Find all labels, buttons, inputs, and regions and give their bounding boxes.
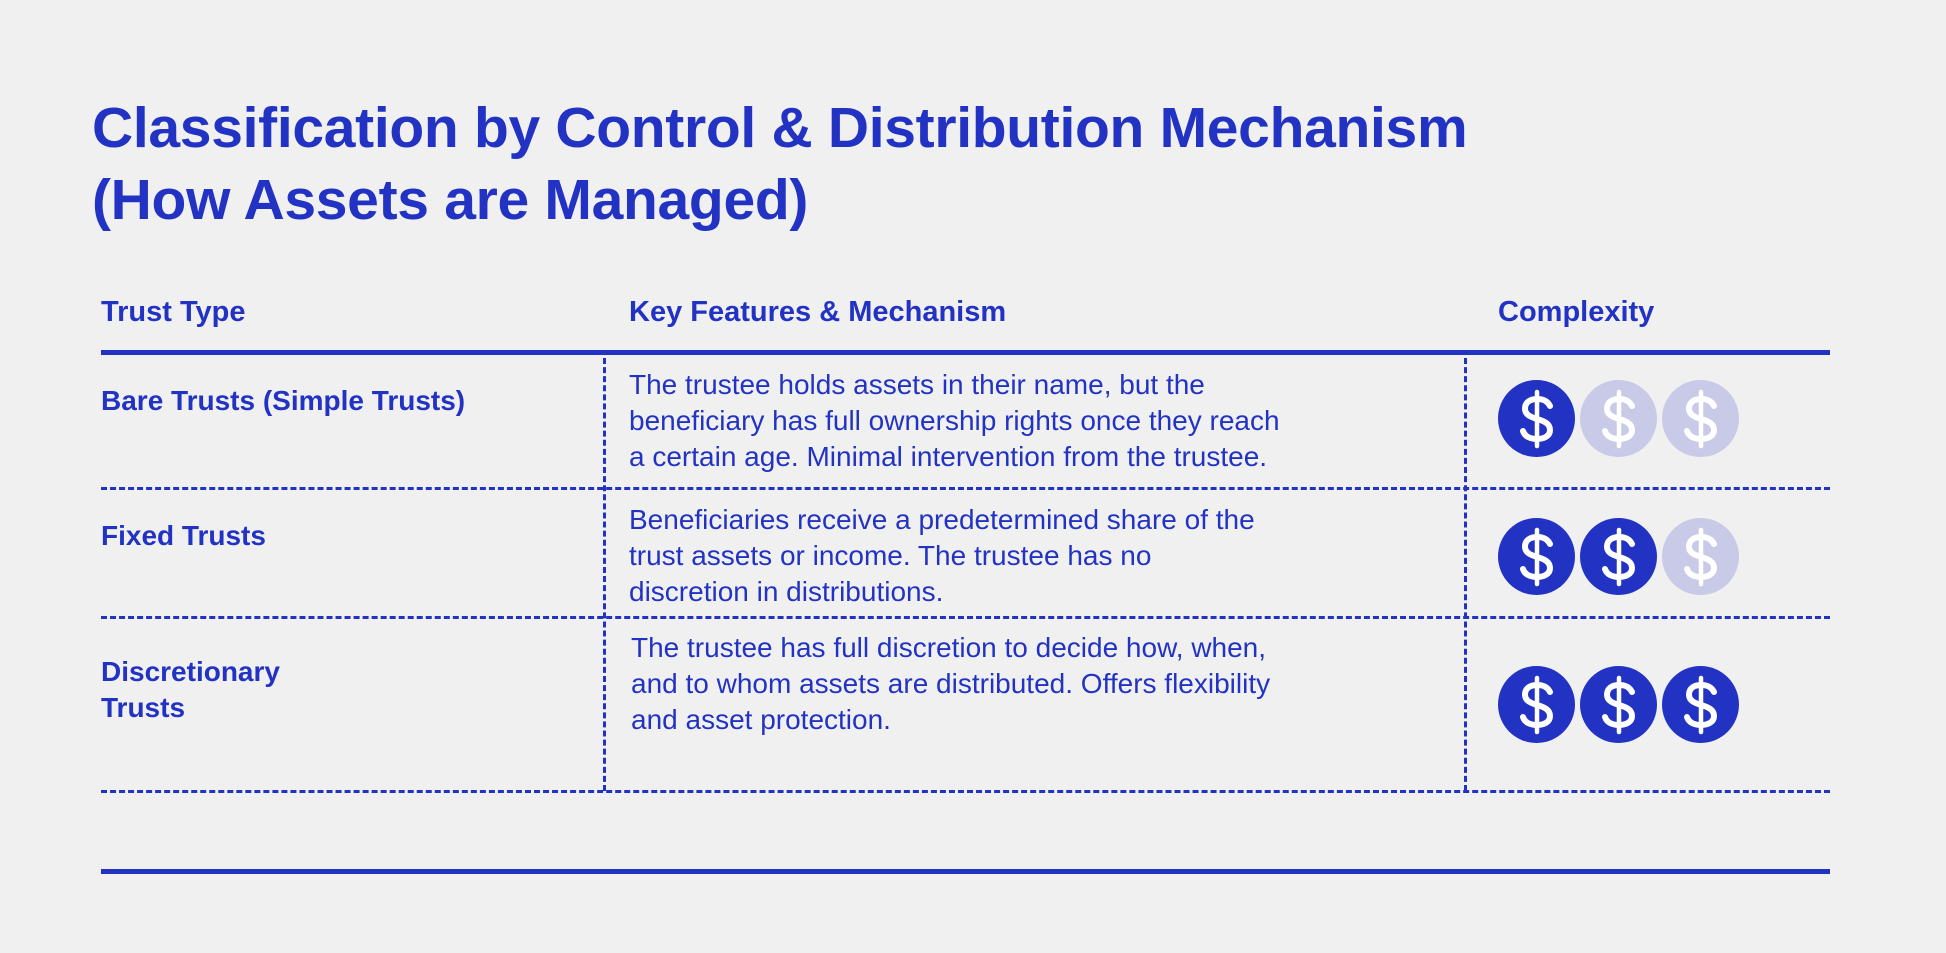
header-trust-type: Trust Type [101, 296, 246, 328]
row-1-trust-type-line-1: Bare Trusts (Simple Trusts) [101, 385, 466, 416]
row-1-complexity-rating [1498, 380, 1739, 458]
row-3-description [631, 630, 1270, 738]
row-2-complexity-rating [1498, 518, 1739, 596]
row-3-complexity-rating [1498, 666, 1739, 744]
dollar-icon [1580, 380, 1657, 457]
dollar-icon [1662, 666, 1739, 743]
row-1-description [629, 367, 1280, 475]
row-3-trust-type-line-2: Trusts [101, 692, 186, 723]
dollar-icon [1498, 666, 1575, 743]
page-title-line-2: (How Assets are Managed) [92, 168, 809, 232]
row-3-description-line-2: and to whom assets are distributed. Offers flexibility [631, 668, 1271, 699]
row-1-description-line-2: beneficiary has full ownership rights once they reach [629, 405, 1280, 436]
column-divider-1 [603, 358, 606, 791]
column-divider-2 [1464, 358, 1467, 791]
row-divider-3 [101, 790, 1830, 793]
dollar-icon [1662, 380, 1739, 457]
header-key-features: Key Features & Mechanism [629, 296, 1007, 328]
row-divider-2 [101, 616, 1830, 619]
row-2-trust-type-line-1: Fixed Trusts [101, 520, 266, 551]
row-2-description-line-3: discretion in distributions. [629, 576, 944, 607]
row-3-trust-type [101, 654, 581, 726]
row-3-description-line-3: and asset protection. [631, 704, 891, 735]
row-divider-1 [101, 487, 1830, 490]
dollar-icon [1662, 518, 1739, 595]
header-complexity: Complexity [1498, 296, 1655, 328]
page-title [92, 92, 1692, 236]
row-1-description-line-3: a certain age. Minimal intervention from the trustee. [629, 441, 1268, 472]
dollar-icon [1498, 380, 1575, 457]
row-1-trust-type [101, 383, 581, 419]
footer-rule [101, 869, 1830, 874]
dollar-icon [1498, 518, 1575, 595]
row-2-description-line-2: trust assets or income. The trustee has no [629, 540, 1152, 571]
row-1-description-line-1: The trustee holds assets in their name, but the [629, 369, 1205, 400]
row-2-description-line-1: Beneficiaries receive a predetermined share of the [629, 504, 1255, 535]
dollar-icon [1580, 666, 1657, 743]
page-title-line-1: Classification by Control & Distribution Mechanism [92, 96, 1468, 160]
dollar-icon [1580, 518, 1657, 595]
row-3-description-line-1: The trustee has full discretion to decide how, when, [631, 632, 1267, 663]
row-2-trust-type [101, 518, 581, 554]
header-divider [101, 350, 1830, 355]
row-3-trust-type-line-1: Discretionary [101, 656, 280, 687]
row-2-description [629, 502, 1255, 610]
